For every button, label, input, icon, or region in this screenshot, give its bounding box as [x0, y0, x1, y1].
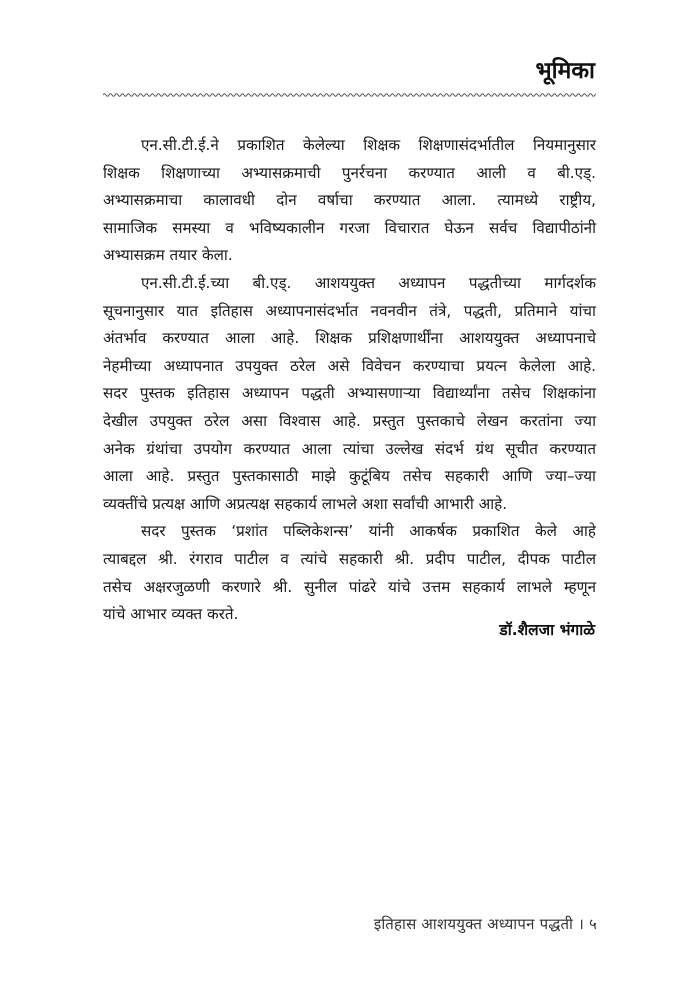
- text-line: एन.सी.टी.ई.ने प्रकाशित केलेल्या शिक्षक शिक्षणासंदर्भातील नियमानुसार: [141, 136, 596, 154]
- text-line: अनेक ग्रंथांचा उपयोग करण्यात आला त्यांचा उल्लेख संदर्भ ग्रंथ सूचीत करण्यात: [103, 439, 596, 458]
- text-line: यांचे आभार व्यक्त करते.: [103, 605, 239, 624]
- text-line: नेहमीच्या अध्यापनात उपयुक्त ठरेल असे विवेचन करण्याचा प्रयत्न केलेला आहे.: [103, 356, 596, 375]
- text-line: अंतर्भाव करण्यात आला आहे. शिक्षक प्रशिक्षणार्थींना आशययुक्त अध्यापनाचे: [103, 329, 596, 348]
- text-line: अभ्यासक्रम तयार केला.: [103, 246, 233, 265]
- page-number: ५: [588, 915, 597, 933]
- wavy-divider: [103, 92, 596, 98]
- text-line: शिक्षक शिक्षणाच्या अभ्यासक्रमाची पुनर्रचना करण्यात आली व बी.एड्.: [103, 163, 596, 182]
- text-line: अभ्यासक्रमाचा कालावधी दोन वर्षाचा करण्यात आला. त्यामध्ये राष्ट्रीय,: [103, 191, 596, 210]
- text-line: तसेच अक्षरजुळणी करणारे श्री. सुनील पांढरे यांचे उत्तम सहकार्य लाभले म्हणून: [103, 577, 596, 596]
- text-line: सामाजिक समस्या व भविष्यकालीन गरजा विचारात घेऊन सर्वच विद्यापीठांनी: [103, 218, 596, 237]
- text-line: एन.सी.टी.ई.च्या बी.एड्. आशययुक्त अध्यापन पद्धतीच्या मार्गदर्शक: [141, 273, 596, 292]
- text-line: देखील उपयुक्त ठरेल असा विश्वास आहे. प्रस्तुत पुस्तकाचे लेखन करतांना ज्या: [103, 411, 596, 430]
- text-line: सदर पुस्तक ‘प्रशांत पब्लिकेशन्स’ यांनी आकर्षक प्रकाशित केले आहे: [141, 522, 596, 541]
- page-footer: [374, 914, 597, 934]
- text-line: सदर पुस्तक इतिहास अध्यापन पद्धती अभ्यासणाऱ्या विद्यार्थ्यांना तसेच शिक्षकांना: [103, 384, 596, 403]
- text-line: व्यक्तींचे प्रत्यक्ष आणि अप्रत्यक्ष सहकार्य लाभले अशा सर्वांची आभारी आहे.: [103, 494, 508, 513]
- text-line: सूचनानुसार यात इतिहास अध्यापनासंदर्भात नवनवीन तंत्रे, पद्धती, प्रतिमाने यांचा: [103, 301, 596, 320]
- text-line: आला आहे. प्रस्तुत पुस्तकासाठी माझे कुटूंबिय तसेच सहकारी आणि ज्या–ज्या: [103, 467, 596, 486]
- text-line: त्याबद्दल श्री. रंगराव पाटील व त्यांचे सहकारी श्री. प्रदीप पाटील, दीपक पाटील: [103, 549, 596, 568]
- author-signature: डॉ.शैलजा भंगाळे: [499, 621, 595, 639]
- page-title: भूमिका: [535, 58, 595, 84]
- preface-body: [103, 132, 596, 629]
- footer-book-title: इतिहास आशययुक्त अध्यापन पद्धती: [373, 915, 574, 933]
- footer-separator: ।: [578, 915, 585, 933]
